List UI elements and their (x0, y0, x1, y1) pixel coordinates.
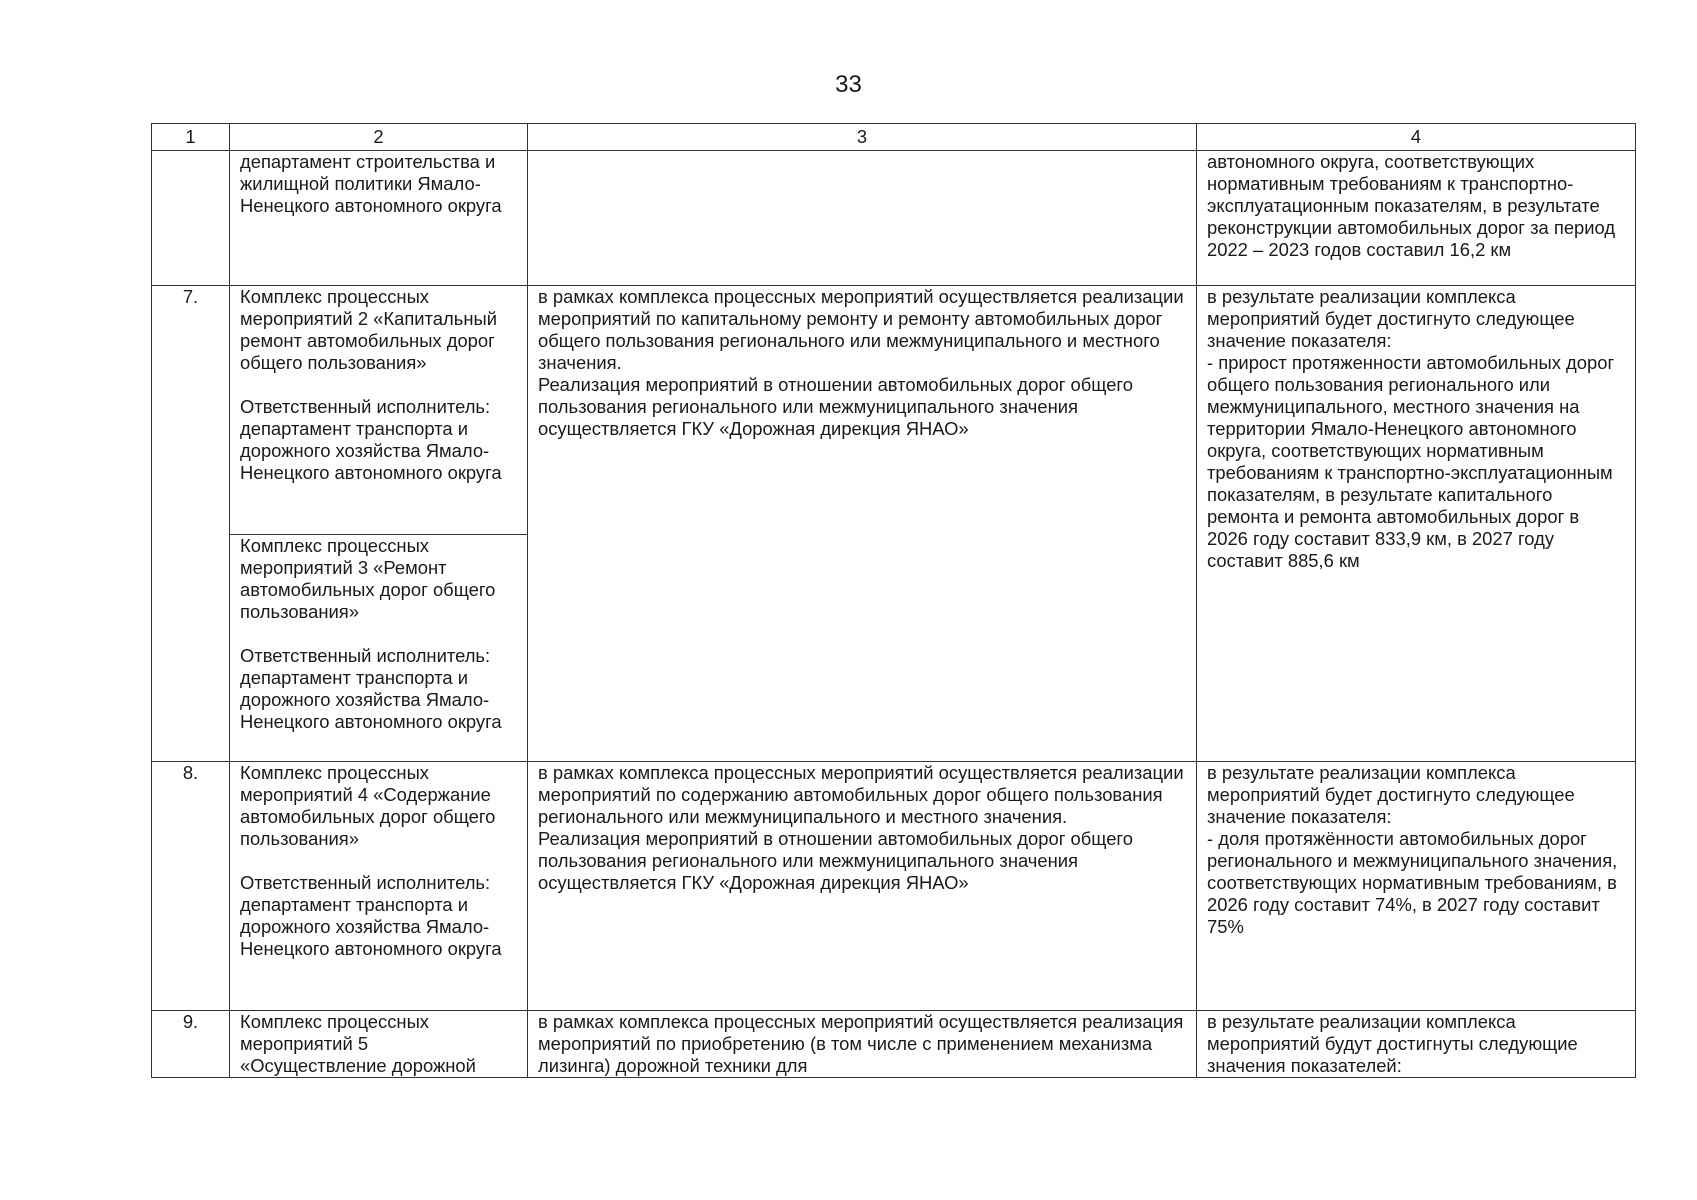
complex-responsible: Ответственный исполнитель: департамент транспорта и дорожного хозяйства Ямало-Ненецкого автономного округа (240, 645, 502, 732)
row-number-cell: 7. (152, 286, 230, 762)
result-intro: в результате реализации комплекса мероприятий будут достигнуты следующие значения показателей: (1207, 1011, 1578, 1076)
row-number-cell: 9. (152, 1011, 230, 1078)
complex-title: Комплекс процессных мероприятий 5 «Осуществление дорожной (240, 1011, 476, 1076)
measures-table (151, 123, 1636, 1078)
result-intro: в результате реализации комплекса мероприятий будет достигнуто следующее значение показателя: (1207, 762, 1575, 827)
responsible-cell (230, 151, 528, 286)
complex-cell (230, 286, 528, 535)
description-cell (528, 762, 1197, 1011)
column-header-1: 1 (152, 124, 230, 151)
table-row-8 (152, 762, 1636, 1011)
description-paragraph: в рамках комплекса процессных мероприятий осуществляется реализации мероприятий по содержанию автомобильных дорог общего пользования регионального или межмуниципального и местного значения. (538, 762, 1184, 827)
description-cell (528, 151, 1197, 286)
page-number: 33 (835, 71, 862, 98)
complex-responsible: Ответственный исполнитель: департамент транспорта и дорожного хозяйства Ямало-Ненецкого автономного округа (240, 872, 502, 959)
complex-cell (230, 1011, 528, 1078)
row-number-cell (152, 151, 230, 286)
responsible-department: департамент строительства и жилищной политики Ямало-Ненецкого автономного округа (240, 151, 502, 216)
complex-title: Комплекс процессных мероприятий 4 «Содержание автомобильных дорог общего пользования» (240, 762, 496, 849)
result-cell (1197, 286, 1636, 762)
result-cell (1197, 762, 1636, 1011)
table-row-continuation (152, 151, 1636, 286)
description-cell (528, 1011, 1197, 1078)
description-paragraph: Реализация мероприятий в отношении автомобильных дорог общего пользования регионального или межмуниципального значения осуществляется ГКУ «Дорожная дирекция ЯНАО» (538, 374, 1133, 439)
column-header-4: 4 (1197, 124, 1636, 151)
complex-cell (230, 535, 528, 762)
result-text: автономного округа, соответствующих нормативным требованиям к транспортно-эксплуатационным показателям, в результате реконструкции автомобильных дорог за период 2022 – 2023 годов составил 16,2 км (1207, 151, 1616, 260)
description-paragraph: в рамках комплекса процессных мероприятий осуществляется реализация мероприятий по приобретению (в том числе с применением механизма лизинга) дорожной техники для (538, 1011, 1184, 1076)
result-intro: в результате реализации комплекса мероприятий будет достигнуто следующее значение показателя: (1207, 286, 1575, 351)
result-cell (1197, 1011, 1636, 1078)
complex-title: Комплекс процессных мероприятий 2 «Капитальный ремонт автомобильных дорог общего пользования» (240, 286, 497, 373)
table-row-7 (152, 286, 1636, 535)
result-indicator: - доля протяжённости автомобильных дорог регионального и межмуниципального значения, соответствующих нормативным требованиям, в 2026 году составит 74%, в 2027 году составит 75% (1207, 828, 1618, 937)
description-cell (528, 286, 1197, 762)
complex-responsible: Ответственный исполнитель: департамент транспорта и дорожного хозяйства Ямало-Ненецкого автономного округа (240, 396, 502, 483)
table-row-9 (152, 1011, 1636, 1078)
result-indicator: - прирост протяженности автомобильных дорог общего пользования регионального или межмуниципального, местного значения на территории Ямало-Ненецкого автономного округа, соответствующих нормативным требованиям к транспортно-эксплуатационным показателям, в результате капитального ремонта и ремонта автомобильных дорог в 2026 году составит 833,9 км, в 2027 году составит 885,6 км (1207, 352, 1615, 571)
row-number-cell: 8. (152, 762, 230, 1011)
column-header-3: 3 (528, 124, 1197, 151)
description-paragraph: Реализация мероприятий в отношении автомобильных дорог общего пользования регионального или межмуниципального значения осуществляется ГКУ «Дорожная дирекция ЯНАО» (538, 828, 1133, 893)
description-paragraph: в рамках комплекса процессных мероприятий осуществляется реализации мероприятий по капитальному ремонту и ремонту автомобильных дорог общего пользования регионального или межмуниципального и местного значения. (538, 286, 1184, 373)
column-header-2: 2 (230, 124, 528, 151)
complex-title: Комплекс процессных мероприятий 3 «Ремонт автомобильных дорог общего пользования» (240, 535, 496, 622)
complex-cell (230, 762, 528, 1011)
table-header-row (152, 124, 1636, 151)
result-cell (1197, 151, 1636, 286)
